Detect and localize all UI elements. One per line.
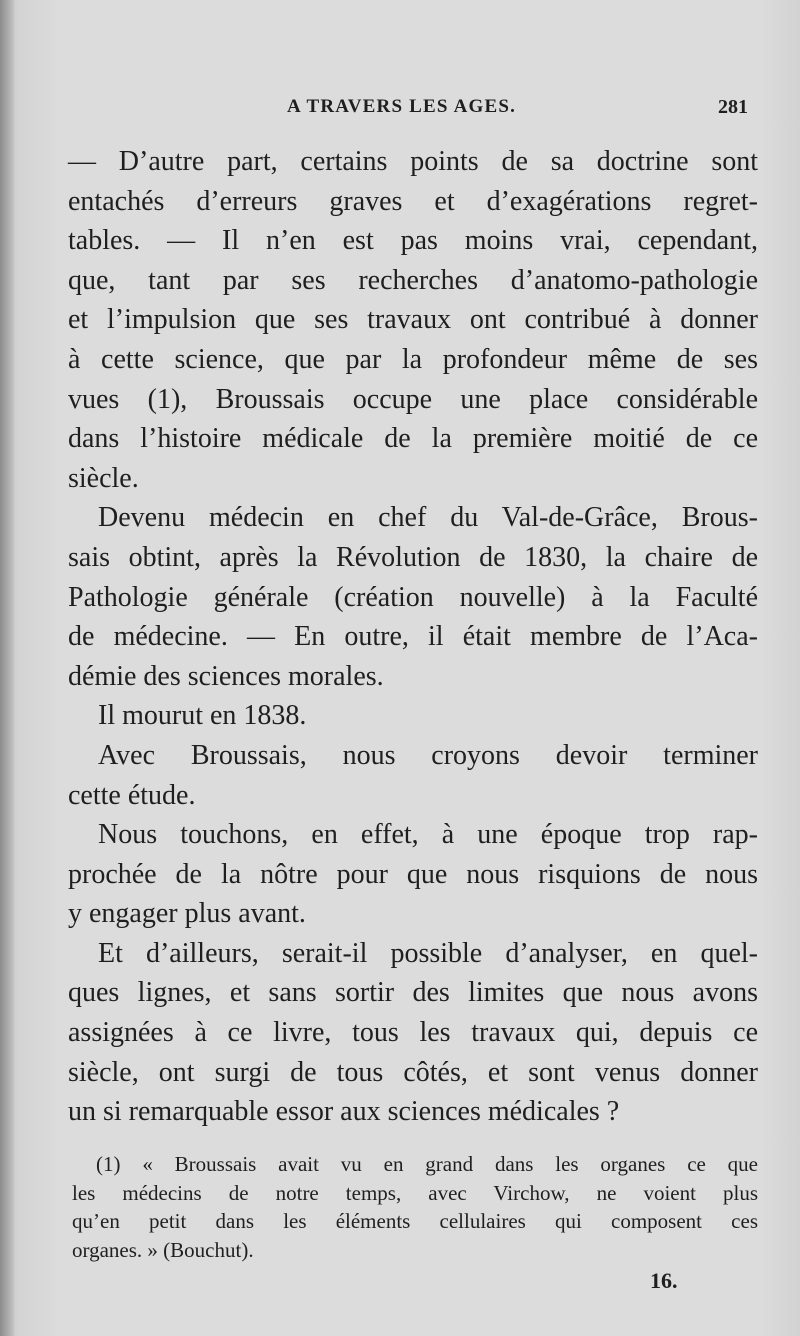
text-line: entachés d’erreurs graves et d’exagérations regret- (68, 185, 758, 217)
text-line: y engager plus avant. (68, 898, 306, 930)
text-line: Pathologie générale (création nouvelle) à la Faculté (68, 581, 758, 613)
text-line: tables. — Il n’en est pas moins vrai, cependant, (68, 225, 758, 257)
footnote-line: organes. » (Bouchut). (72, 1237, 254, 1262)
text-line: un si remarquable essor aux sciences médicales ? (68, 1096, 620, 1128)
text-line: et l’impulsion que ses travaux ont contribué à donner (68, 304, 758, 336)
text-line: dans l’histoire médicale de la première moitié de ce (68, 423, 758, 455)
page-header (0, 96, 800, 126)
footnote-line: qu’en petit dans les éléments cellulaires qui composent ces (72, 1209, 758, 1233)
text-line: vues (1), Broussais occupe une place considérable (68, 383, 758, 415)
text-line: ques lignes, et sans sortir des limites que nous avons (68, 977, 758, 1009)
text-line: Devenu médecin en chef du Val-de-Grâce, Brous- (98, 502, 758, 534)
text-line: sais obtint, après la Révolution de 1830, la chaire de (68, 541, 758, 573)
page-number: 281 (718, 96, 748, 118)
text-line: prochée de la nôtre pour que nous risquions de nous (68, 858, 758, 890)
text-line: Nous touchons, en effet, à une époque trop rap- (98, 819, 758, 851)
text-line: à cette science, que par la profondeur même de ses (68, 343, 758, 375)
running-title: A TRAVERS LES AGES. (287, 96, 517, 117)
text-line: cette étude. (68, 779, 196, 811)
body-text (68, 142, 758, 1132)
text-line: siècle, ont surgi de tous côtés, et sont venus donner (68, 1056, 758, 1088)
footnote (72, 1150, 758, 1264)
text-line: Et d’ailleurs, serait-il possible d’analyser, en quel- (98, 937, 758, 969)
text-line: siècle. (68, 462, 139, 494)
text-line: de médecine. — En outre, il était membre de l’Aca- (68, 621, 758, 653)
text-line: Avec Broussais, nous croyons devoir terminer (98, 739, 758, 771)
text-line: démie des sciences morales. (68, 660, 384, 692)
binding-gutter (0, 0, 14, 1336)
footnote-line: (1) « Broussais avait vu en grand dans les organes ce que (96, 1152, 758, 1176)
text-line: que, tant par ses recherches d’anatomo-pathologie (68, 264, 758, 296)
footnote-line: les médecins de notre temps, avec Virchow, ne voient plus (72, 1180, 758, 1205)
signature-mark: 16. (650, 1268, 678, 1293)
text-line: assignées à ce livre, tous les travaux qui, depuis ce (68, 1017, 758, 1049)
text-line: Il mourut en 1838. (98, 700, 307, 732)
text-line: — D’autre part, certains points de sa doctrine sont (68, 146, 758, 177)
